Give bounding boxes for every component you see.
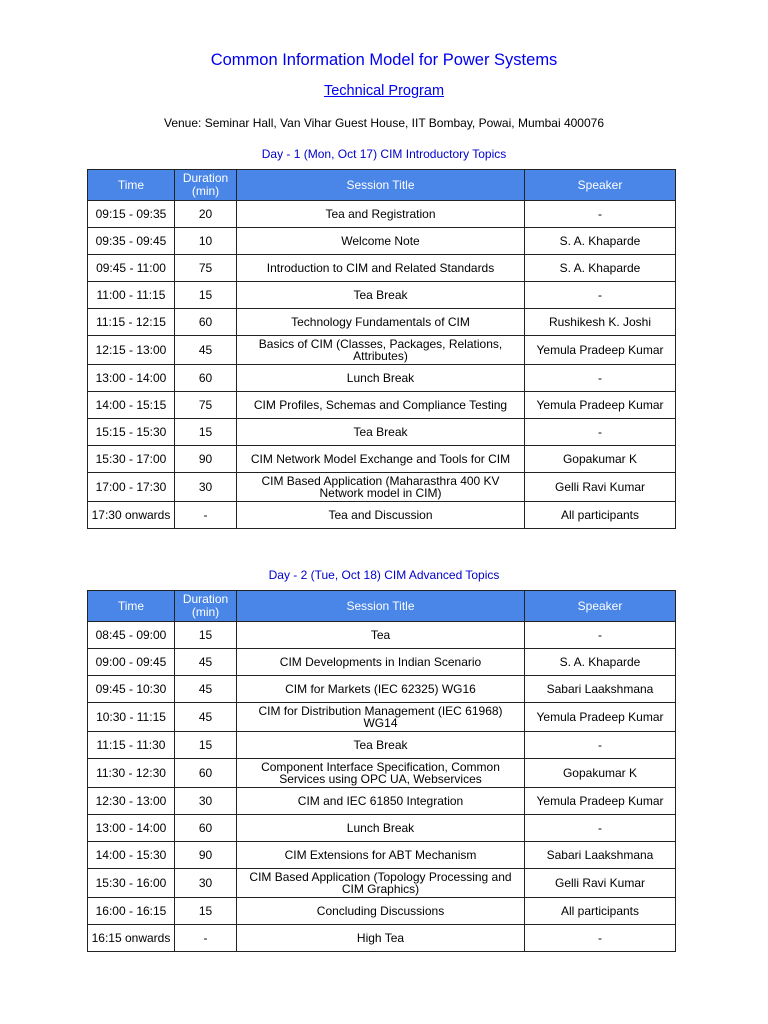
cell-session-title: High Tea [237,925,525,952]
cell-session-title: CIM and IEC 61850 Integration [237,788,525,815]
cell-speaker: S. A. Khaparde [525,649,676,676]
day2-heading: Day - 2 (Tue, Oct 18) CIM Advanced Topics [268,568,500,582]
cell-time: 16:15 onwards [88,925,175,952]
day2-schedule-table [87,590,676,952]
cell-session-title: Tea [237,622,525,649]
cell-duration: 90 [175,446,237,473]
cell-time: 12:30 - 13:00 [88,788,175,815]
cell-speaker: S. A. Khaparde [525,255,676,282]
cell-duration: 90 [175,842,237,869]
table-row [88,898,676,925]
cell-time: 09:15 - 09:35 [88,201,175,228]
cell-time: 13:00 - 14:00 [88,815,175,842]
cell-session-title: Welcome Note [237,228,525,255]
table-row [88,842,676,869]
cell-speaker: Gopakumar K [525,759,676,788]
cell-speaker: - [525,282,676,309]
cell-time: 13:00 - 14:00 [88,365,175,392]
cell-session-title: CIM Developments in Indian Scenario [237,649,525,676]
venue-text: Venue: Seminar Hall, Van Vihar Guest House, IIT Bombay, Powai, Mumbai 400076 [163,116,604,130]
cell-speaker: Yemula Pradeep Kumar [525,703,676,732]
cell-speaker: Gelli Ravi Kumar [525,869,676,898]
cell-time: 17:00 - 17:30 [88,473,175,502]
cell-speaker: All participants [525,502,676,529]
cell-speaker: Sabari Laakshmana [525,842,676,869]
table-row [88,419,676,446]
cell-speaker: - [525,732,676,759]
cell-speaker: - [525,925,676,952]
table-row [88,336,676,365]
cell-duration: - [175,502,237,529]
cell-duration: 60 [175,365,237,392]
table-row [88,676,676,703]
cell-duration: 45 [175,336,237,365]
cell-duration: 45 [175,676,237,703]
cell-speaker: - [525,622,676,649]
cell-session-title: Technology Fundamentals of CIM [237,309,525,336]
cell-session-title: Lunch Break [237,815,525,842]
cell-duration: 15 [175,622,237,649]
cell-duration: 15 [175,282,237,309]
cell-duration: 15 [175,732,237,759]
cell-duration: 15 [175,419,237,446]
cell-session-title: CIM Extensions for ABT Mechanism [237,842,525,869]
day1-schedule-table [87,169,676,529]
cell-duration: 60 [175,759,237,788]
cell-session-title: Tea Break [237,732,525,759]
cell-speaker: Gelli Ravi Kumar [525,473,676,502]
table-row [88,228,676,255]
cell-session-title: Basics of CIM (Classes, Packages, Relations, Attributes) [237,336,525,365]
table-row [88,925,676,952]
table-row [88,255,676,282]
column-header-duration: Duration (min) [175,170,237,201]
cell-duration: 45 [175,703,237,732]
column-header-session-title: Session Title [237,591,525,622]
table-row [88,869,676,898]
cell-session-title: Introduction to CIM and Related Standards [237,255,525,282]
cell-duration: 75 [175,255,237,282]
cell-session-title: Lunch Break [237,365,525,392]
table-row [88,392,676,419]
cell-time: 10:30 - 11:15 [88,703,175,732]
table-row [88,815,676,842]
cell-speaker: - [525,201,676,228]
cell-time: 16:00 - 16:15 [88,898,175,925]
document-title: Common Information Model for Power Systems [210,51,558,69]
cell-time: 14:00 - 15:30 [88,842,175,869]
cell-duration: 45 [175,649,237,676]
cell-time: 17:30 onwards [88,502,175,529]
cell-speaker: - [525,365,676,392]
cell-duration: 75 [175,392,237,419]
cell-duration: 60 [175,815,237,842]
cell-session-title: CIM Based Application (Maharasthra 400 KV Network model in CIM) [237,473,525,502]
table-row [88,309,676,336]
cell-time: 09:45 - 10:30 [88,676,175,703]
cell-time: 15:30 - 17:00 [88,446,175,473]
cell-session-title: Concluding Discussions [237,898,525,925]
cell-session-title: CIM for Distribution Management (IEC 61968) WG14 [237,703,525,732]
cell-duration: - [175,925,237,952]
cell-session-title: CIM for Markets (IEC 62325) WG16 [237,676,525,703]
day1-heading: Day - 1 (Mon, Oct 17) CIM Introductory Topics [261,147,507,161]
cell-duration: 30 [175,788,237,815]
cell-session-title: CIM Based Application (Topology Processing and CIM Graphics) [237,869,525,898]
column-header-speaker: Speaker [525,591,676,622]
cell-speaker: Yemula Pradeep Kumar [525,392,676,419]
column-header-duration: Duration (min) [175,591,237,622]
column-header-session-title: Session Title [237,170,525,201]
table-row [88,365,676,392]
table-header-row [88,170,676,201]
cell-time: 09:35 - 09:45 [88,228,175,255]
table-row [88,759,676,788]
cell-time: 09:45 - 11:00 [88,255,175,282]
cell-speaker: Yemula Pradeep Kumar [525,336,676,365]
cell-time: 09:00 - 09:45 [88,649,175,676]
cell-time: 11:15 - 11:30 [88,732,175,759]
table-row [88,732,676,759]
cell-session-title: CIM Network Model Exchange and Tools for CIM [237,446,525,473]
cell-time: 11:30 - 12:30 [88,759,175,788]
cell-time: 15:15 - 15:30 [88,419,175,446]
cell-session-title: Tea and Registration [237,201,525,228]
cell-speaker: S. A. Khaparde [525,228,676,255]
table-row [88,703,676,732]
cell-session-title: Component Interface Specification, Common Services using OPC UA, Webservices [237,759,525,788]
cell-speaker: - [525,815,676,842]
cell-session-title: Tea and Discussion [237,502,525,529]
table-row [88,201,676,228]
table-row [88,502,676,529]
cell-speaker: Rushikesh K. Joshi [525,309,676,336]
cell-duration: 10 [175,228,237,255]
cell-speaker: Sabari Laakshmana [525,676,676,703]
document-subtitle: Technical Program [323,83,445,99]
cell-time: 08:45 - 09:00 [88,622,175,649]
table-row [88,649,676,676]
table-row [88,788,676,815]
column-header-time: Time [88,591,175,622]
cell-time: 15:30 - 16:00 [88,869,175,898]
cell-time: 11:15 - 12:15 [88,309,175,336]
cell-duration: 60 [175,309,237,336]
cell-speaker: Gopakumar K [525,446,676,473]
cell-session-title: Tea Break [237,419,525,446]
table-row [88,446,676,473]
table-header-row [88,591,676,622]
column-header-time: Time [88,170,175,201]
cell-duration: 30 [175,869,237,898]
cell-session-title: CIM Profiles, Schemas and Compliance Testing [237,392,525,419]
cell-duration: 15 [175,898,237,925]
table-row [88,282,676,309]
cell-session-title: Tea Break [237,282,525,309]
cell-speaker: - [525,419,676,446]
cell-time: 11:00 - 11:15 [88,282,175,309]
cell-time: 12:15 - 13:00 [88,336,175,365]
cell-duration: 30 [175,473,237,502]
cell-duration: 20 [175,201,237,228]
cell-time: 14:00 - 15:15 [88,392,175,419]
table-row [88,473,676,502]
table-row [88,622,676,649]
cell-speaker: Yemula Pradeep Kumar [525,788,676,815]
column-header-speaker: Speaker [525,170,676,201]
cell-speaker: All participants [525,898,676,925]
